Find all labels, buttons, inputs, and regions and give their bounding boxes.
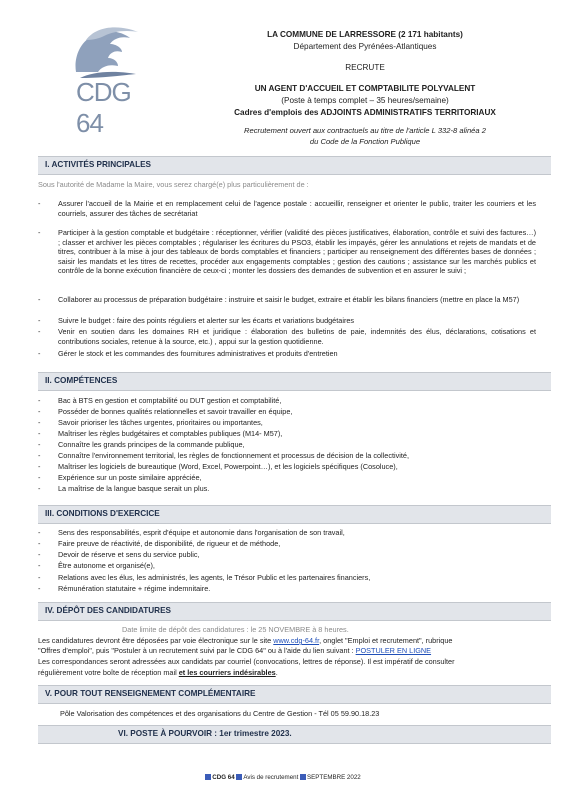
square-icon [236, 774, 242, 780]
section-poste-header: VI. POSTE À POURVOIR : 1er trimestre 2023. [38, 725, 551, 744]
logo-text: CDG 64 [76, 77, 131, 138]
section-conditions-header: III. CONDITIONS D'EXERCICE [38, 505, 551, 524]
marianne-profile-icon [56, 22, 146, 82]
deadline-text: Date limite de dépôt des candidatures : le 25 NOVEMBRE à 8 heures. [122, 625, 349, 634]
activites-intro: Sous l'autorité de Madame la Maire, vous serez chargé(e) plus particulièrement de : [38, 180, 309, 189]
job-title: UN AGENT D'ACCUEIL ET COMPTABILITE POLYVALENT [254, 84, 476, 93]
section-activites-header: I. ACTIVITÉS PRINCIPALES [38, 156, 551, 175]
document-page: CDG 64 LA COMMUNE DE LARRESSORE (2 171 habitants) Département des Pyrénées-Atlantiques RECRUTE UN AGENT D'ACCUEIL ET COMPTABILITE POLYVALENT (Poste à temps complet – 35 heures/semaine) Cadres d'emplois des ADJOINTS ADMINISTRATIFS TERRITORIAUX Recrutement ouvert aux contractuels au titre de l'article L 332-8 alinéa 2 du Code de la Fonction Publique I. ACTIVITÉS PRINCIPALES Sous l'autorité de Madame la Maire, vous serez chargé(e) plus particulièrement de : - Assurer l'accueil de la Mairie et en remplacement celui de l'agence postale : accueillir, renseigner et orienter le public, traiter les courriers et les courriels, assurer des tâches de secrétariat - Participer à la gestion comptable et budgétaire : réceptionner, vérifier (validité des pièces justificatives, élaboration, contrôle et suivi des factures…) ; classer et archiver les pièces comptables ; régulariser les écritures du PSO3, établir les impayés, gérer les annulations et rejets de mandats et de titres, contribuer à la mise à jour des tableaux de bords comptables et financiers ; participer au renseignement des différentes bases de données ; saisir les mandats et les titres de recettes, procéder aux engagements comptables ; gestion des cautions ; assistance sur les marchés publics et contrôle de la bonne exécution financière de ceux-ci ; monter les dossiers des demandes de subvention et en assurer le suivi ; - Collaborer au processus de préparation budgétaire : instruire et saisir le budget, extraire et établir les bilans financiers (mettre en place la M57) - Suivre le budget : faire des points réguliers et alerter sur les écarts et variations budgétaires - Venir en soutien dans les domaines RH et juridique : élaboration des bulletins de paie, indemnités des élus, déclarations, cotisations et contributions sociales, retenue à la source, etc.) , appui sur la gestion quotidienne. - Gérer le stock et les commandes des fournitures administratives et produits d'entretien II. COMPÉTENCES - Bac à BTS en gestion et comptabilité ou DUT gestion et comptabilité, - Posséder de bonnes qualités relationnelles et savoir travailler en équipe, - Savoir prioriser les tâches urgentes, prioritaires ou importantes, - Maîtriser les règles budgétaires et comptables publiques (M14- M57), - Connaître les grands principes de la commande publique, - Connaître l'environnement territorial, les règles de fonctionnement et processus de décision de la collectivité, - Maîtriser les logiciels de bureautique (Word, Excel, Powerpoint…), et les logiciels spécifiques (Cosoluce), - Expérience sur un poste similaire appréciée, - La maîtrise de la langue basque serait un plus. III. CONDITIONS D'EXERCICE - Sens des responsabilités, esprit d'équipe et autonomie dans l'organisation de son travail, - Faire preuve de réactivité, de disponibilité, de rigueur et de méthode, - Devoir de réserve et sens du service public, - Être autonome et organisé(e), - Relations avec les élus, les administrés, les agents, le Trésor Public et les partenaires financiers, - Rémunération statutaire + régime indemnitaire. IV. DÉPÔT DES CANDIDATURES Date limite de dépôt des candidatures : le 25 NOVEMBRE à 8 heures. Les candidatures devront être déposées par voie électronique sur le site www.cdg-64.fr, onglet "Emploi et recrutement", rubrique "Offres d'emploi", puis "Postuler à un recrutement suivi par le CDG 64" ou à l'aide du lien suivant : POSTULER EN LIGNE Les correspondances seront adressées aux candidats par courriel (convocations, lettres de réponse). Il est impératif de consulter régulièrement votre boîte de réception mail et les courriers indésirables. V. POUR TOUT RENSEIGNEMENT COMPLÉMENTAIRE Pôle Valorisation des compétences et des organisations du Centre de Gestion - Tél 05 59.90.18.23 VI. POSTE À POURVOIR : 1er trimestre 2023. CDG 64 Avis de recrutement SEPTEMBRE 2022 [0, 0, 566, 800]
recruitment-note-2: du Code de la Fonction Publique [309, 137, 421, 146]
employer-department: Département des Pyrénées-Atlantiques [293, 42, 437, 51]
contact-info: Pôle Valorisation des compétences et des organisations du Centre de Gestion - Tél 05 59.90.18.23 [60, 709, 380, 718]
job-category: Cadres d'emplois des ADJOINTS ADMINISTRATIFS TERRITORIAUX [234, 108, 496, 117]
cdg64-logo [56, 22, 146, 138]
apply-online-link[interactable]: POSTULER EN LIGNE [355, 646, 432, 655]
depot-paragraph-4: régulièrement votre boîte de réception mail et les courriers indésirables. [38, 668, 278, 677]
depot-paragraph-1: Les candidatures devront être déposées par voie électronique sur le site www.cdg-64.fr, onglet "Emploi et recrutement", rubrique [38, 636, 453, 645]
depot-paragraph-2: "Offres d'emploi", puis "Postuler à un recrutement suivi par le CDG 64" ou à l'aide du lien suivant : POSTULER EN LIGNE [38, 646, 432, 655]
page-footer: CDG 64 Avis de recrutement SEPTEMBRE 2022 [0, 774, 566, 781]
cdg64-website-link[interactable]: www.cdg-64.fr [273, 636, 320, 645]
section-depot-header: IV. DÉPÔT DES CANDIDATURES [38, 602, 551, 621]
square-icon [300, 774, 306, 780]
section-competences-header: II. COMPÉTENCES [38, 372, 551, 391]
section-renseignement-header: V. POUR TOUT RENSEIGNEMENT COMPLÉMENTAIRE [38, 685, 551, 704]
depot-paragraph-3: Les correspondances seront adressées aux candidats par courriel (convocations, lettres de réponse). Il est impératif de consulter [38, 657, 455, 666]
recruitment-note-1: Recrutement ouvert aux contractuels au titre de l'article L 332-8 alinéa 2 [244, 126, 486, 135]
square-icon [205, 774, 211, 780]
employer-title: LA COMMUNE DE LARRESSORE (2 171 habitants) [267, 30, 463, 39]
recruits-label: RECRUTE [345, 63, 385, 72]
job-hours: (Poste à temps complet – 35 heures/semaine) [281, 96, 449, 105]
